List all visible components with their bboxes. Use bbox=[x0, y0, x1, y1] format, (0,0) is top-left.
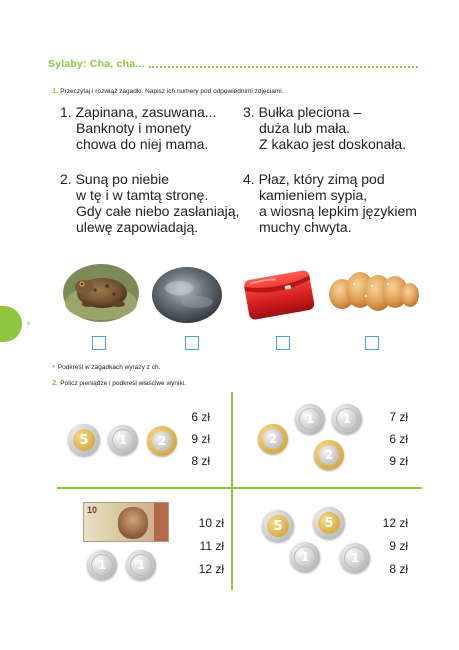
banknote-denomination: 10 bbox=[87, 505, 98, 515]
riddle-line: a wiosną lepkim językiem bbox=[259, 203, 417, 219]
toad-photo bbox=[62, 263, 140, 323]
coin-1zl: 1 bbox=[108, 425, 138, 455]
coin-5zl: 5 bbox=[313, 507, 345, 539]
riddle-line: ulewę zapowiadają. bbox=[76, 219, 199, 235]
answer-option[interactable]: 6 zł bbox=[191, 410, 210, 424]
banknote-band bbox=[154, 503, 168, 541]
riddle-line: 3. Bułka pleciona – bbox=[243, 104, 362, 120]
riddle-4 bbox=[243, 171, 417, 235]
riddle-line: 4. Płaz, który zimą pod bbox=[243, 171, 385, 187]
riddle-2 bbox=[60, 171, 239, 235]
answer-option[interactable]: 8 zł bbox=[191, 454, 210, 468]
toad-answer-box[interactable] bbox=[92, 336, 106, 350]
wallet-answer-box[interactable] bbox=[276, 336, 290, 350]
wallet-photo bbox=[238, 263, 320, 325]
answer-option[interactable]: 8 zł bbox=[389, 562, 408, 576]
answer-option[interactable]: 9 zł bbox=[191, 432, 210, 446]
coin-1zl: 1 bbox=[340, 543, 370, 573]
coin-2zl: 2 bbox=[147, 426, 177, 456]
riddle-line: Gdy całe niebo zasłaniają, bbox=[76, 203, 240, 219]
riddle-line: kamieniem sypia, bbox=[259, 187, 368, 203]
section-header bbox=[48, 56, 418, 72]
answer-option[interactable]: 7 zł bbox=[389, 410, 408, 424]
riddle-3 bbox=[243, 104, 406, 152]
riddle-line: w tę i w tamtą stronę. bbox=[76, 187, 209, 203]
clouds-photo bbox=[151, 266, 223, 324]
riddle-line: Banknoty i monety bbox=[76, 120, 192, 136]
task1-instruction bbox=[52, 86, 284, 95]
banknote-10zl bbox=[83, 502, 169, 542]
bun-answer-box[interactable] bbox=[365, 336, 379, 350]
answer-option[interactable]: 12 zł bbox=[382, 516, 408, 530]
task2-text: Policz pieniądze i podkreśl właściwe wyniki. bbox=[60, 380, 186, 387]
task1-number: 1. bbox=[52, 86, 59, 95]
page-side-tab bbox=[0, 306, 22, 342]
task2-instruction bbox=[52, 378, 186, 387]
answer-option[interactable]: 10 zł bbox=[198, 516, 224, 530]
side-tab-mark: e bbox=[27, 321, 31, 327]
braided-bun-photo bbox=[328, 266, 420, 318]
riddle-line: muchy chwyta. bbox=[259, 219, 352, 235]
money-grid-vertical-line bbox=[231, 392, 233, 590]
answer-option[interactable]: 9 zł bbox=[389, 539, 408, 553]
answer-option[interactable]: 6 zł bbox=[389, 432, 408, 446]
riddle-line: 2. Suną po niebie bbox=[60, 171, 169, 187]
banknote-portrait bbox=[118, 507, 148, 539]
coin-2zl: 2 bbox=[258, 424, 288, 454]
answer-option[interactable]: 9 zł bbox=[389, 454, 408, 468]
coin-1zl: 1 bbox=[87, 550, 117, 580]
riddle-line: chowa do niej mama. bbox=[76, 136, 209, 152]
answer-option[interactable]: 11 zł bbox=[199, 539, 224, 553]
clouds-answer-box[interactable] bbox=[185, 336, 199, 350]
section-title: Sylaby: Cha, cha... bbox=[48, 58, 145, 70]
coin-1zl: 1 bbox=[126, 550, 156, 580]
bullet-icon: • bbox=[52, 362, 55, 371]
coin-1zl: 1 bbox=[332, 404, 362, 434]
coin-2zl: 2 bbox=[314, 440, 344, 470]
coin-5zl: 5 bbox=[262, 510, 294, 542]
coin-1zl: 1 bbox=[290, 542, 320, 572]
underline-instruction-text: Podkreśl w zagadkach wyrazy z ch. bbox=[57, 364, 161, 371]
title-dotted-rule bbox=[149, 66, 418, 68]
money-grid-horizontal-line bbox=[57, 487, 422, 489]
riddle-line: 1. Zapinana, zasuwana... bbox=[60, 104, 217, 120]
coin-1zl: 1 bbox=[295, 404, 325, 434]
riddle-1 bbox=[60, 104, 216, 152]
underline-instruction bbox=[52, 362, 160, 371]
answer-option[interactable]: 12 zł bbox=[198, 562, 224, 576]
task2-number: 2. bbox=[52, 378, 59, 387]
task1-text: Przeczytaj i rozwiąż zagadki. Napisz ich numery pod odpowiednimi zdjęciami. bbox=[60, 88, 284, 95]
riddle-line: Z kakao jest doskonała. bbox=[259, 136, 407, 152]
riddle-line: duża lub mała. bbox=[259, 120, 351, 136]
coin-5zl: 5 bbox=[68, 424, 100, 456]
